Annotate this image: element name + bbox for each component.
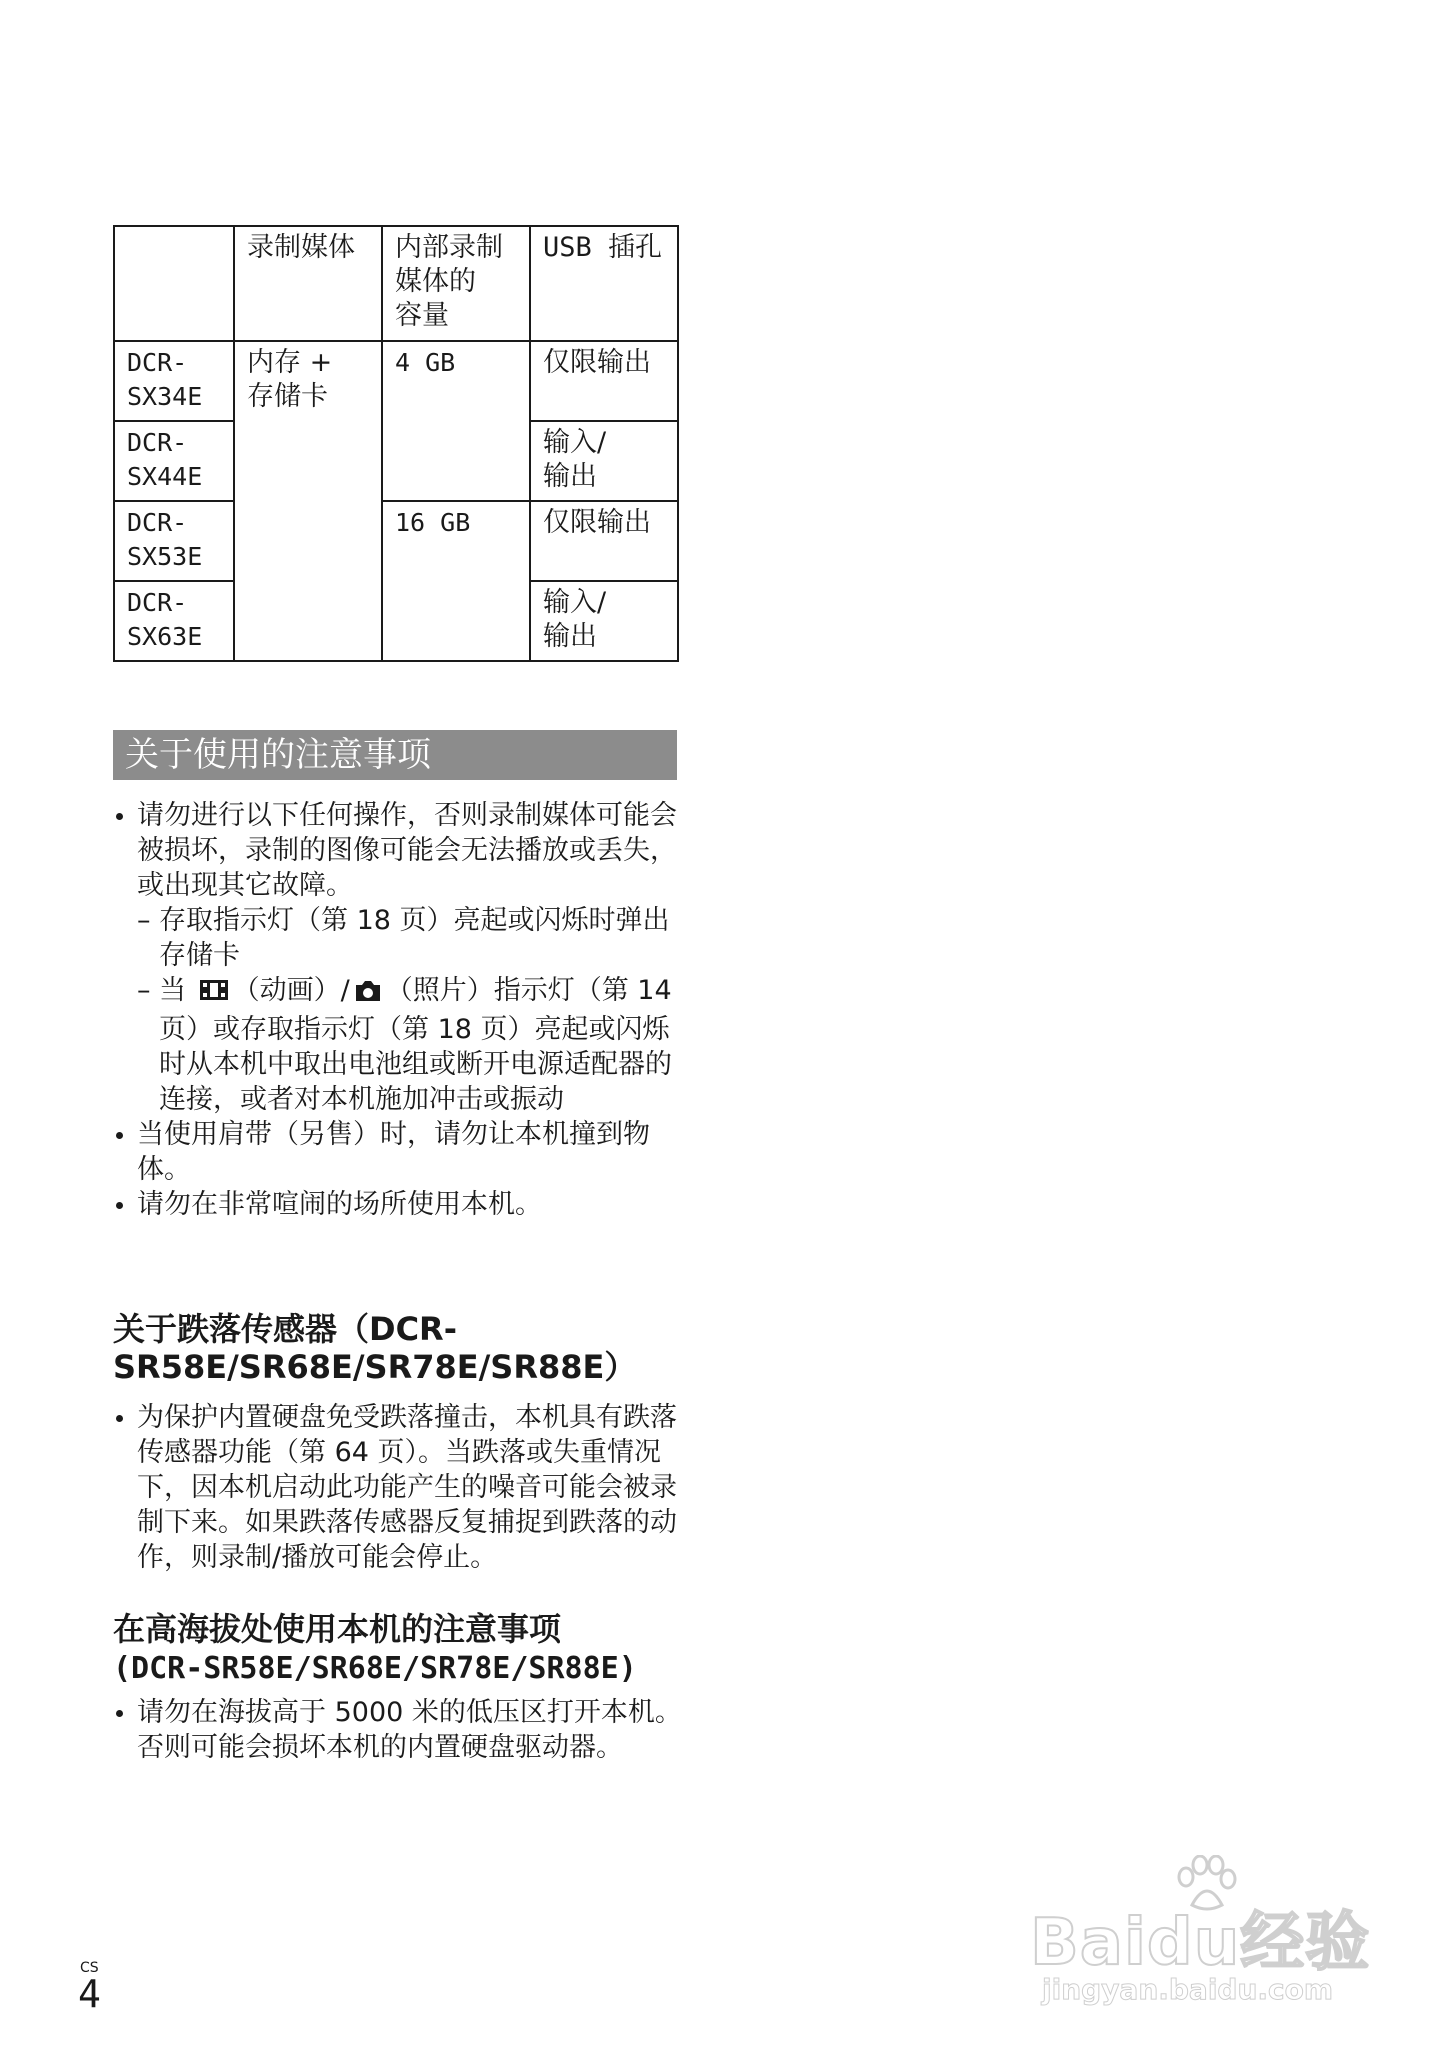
table-header-cell bbox=[114, 226, 234, 341]
dash-text-a: （动画）/ bbox=[232, 975, 350, 1006]
dash-text-b: （照片）指示灯（第 14 页）或存取指示灯（第 18 页）亮起或闪烁时从本机中取出电池组或断开电源适配器的连接，或者对本机施加冲击或振动 bbox=[159, 975, 672, 1115]
usb-cell: 仅限输出 bbox=[530, 501, 678, 581]
bullet-text: 请勿进行以下任何操作，否则录制媒体可能会被损坏，录制的图像可能会无法播放或丢失，或出现其它故障。 bbox=[137, 800, 677, 901]
table-header-cell: 内部录制 媒体的 容量 bbox=[382, 226, 530, 341]
fall-sensor-section bbox=[113, 1400, 683, 1575]
page-number: 4 bbox=[78, 1972, 101, 2016]
movie-icon bbox=[199, 977, 229, 1012]
baidu-watermark bbox=[1030, 1855, 1390, 2005]
bullet-dot bbox=[116, 1202, 123, 1209]
model-cell: DCR- SX53E bbox=[114, 501, 234, 581]
bullet-dot bbox=[116, 1415, 123, 1422]
watermark-url: jingyan.baidu.com bbox=[1042, 1973, 1334, 2006]
dash-mark: – bbox=[137, 975, 151, 1006]
bullet-text: 为保护内置硬盘免受跌落撞击，本机具有跌落传感器功能（第 64 页）。当跌落或失重情况下，因本机启动此功能产生的噪音可能会被录制下来。如果跌落传感器反复捕捉到跌落的动作，则录制/播放可能会停止。 bbox=[137, 1402, 677, 1573]
bullet-dot bbox=[116, 813, 123, 820]
bullet-text: 请勿在海拔高于 5000 米的低压区打开本机。否则可能会损坏本机的内置硬盘驱动器。 bbox=[137, 1697, 682, 1763]
table-header-row bbox=[114, 226, 678, 341]
usb-cell: 输入/ 输出 bbox=[530, 421, 678, 501]
fall-sensor-heading: 关于跌落传感器（DCR-SR58E/SR68E/SR78E/SR88E） bbox=[113, 1310, 637, 1386]
table-row bbox=[114, 341, 678, 421]
sub-list-item bbox=[113, 903, 683, 973]
usb-cell: 仅限输出 bbox=[530, 341, 678, 421]
watermark-text: Baidu经验 bbox=[1030, 1906, 1371, 1980]
list-item bbox=[113, 1400, 683, 1575]
section-banner: 关于使用的注意事项 bbox=[113, 730, 677, 780]
bullet-dot bbox=[116, 1710, 123, 1717]
list-item bbox=[113, 1695, 683, 1765]
bullet-text: 请勿在非常喧闹的场所使用本机。 bbox=[137, 1189, 542, 1220]
altitude-heading-line2: (DCR-SR58E/SR68E/SR78E/SR88E) bbox=[113, 1651, 637, 1686]
table-header-cell: USB 插孔 bbox=[530, 226, 678, 341]
altitude-section bbox=[113, 1695, 683, 1765]
list-item bbox=[113, 1117, 683, 1187]
capacity-cell: 4 GB bbox=[382, 341, 530, 501]
model-cell: DCR- SX44E bbox=[114, 421, 234, 501]
bullet-text: 当使用肩带（另售）时，请勿让本机撞到物体。 bbox=[137, 1119, 650, 1185]
list-item bbox=[113, 798, 683, 903]
dash-text: 存取指示灯（第 18 页）亮起或闪烁时弹出存储卡 bbox=[159, 905, 670, 971]
usb-cell: 输入/ 输出 bbox=[530, 581, 678, 661]
model-cell: DCR- SX63E bbox=[114, 581, 234, 661]
usage-precautions bbox=[113, 798, 683, 1222]
list-item bbox=[113, 1187, 683, 1222]
table-header-cell: 录制媒体 bbox=[234, 226, 382, 341]
spec-table bbox=[113, 225, 679, 662]
camera-icon bbox=[354, 977, 382, 1012]
altitude-heading-line1: 在高海拔处使用本机的注意事项 bbox=[113, 1610, 562, 1648]
sub-list-item bbox=[113, 973, 683, 1117]
dash-text-pre: 当 bbox=[159, 975, 186, 1006]
model-cell: DCR- SX34E bbox=[114, 341, 234, 421]
capacity-cell: 16 GB bbox=[382, 501, 530, 661]
media-cell: 内存 + 存储卡 bbox=[234, 341, 382, 661]
bullet-dot bbox=[116, 1132, 123, 1139]
altitude-heading bbox=[113, 1610, 713, 1688]
page-language-code: CS bbox=[80, 1960, 99, 1976]
dash-mark: – bbox=[137, 905, 151, 936]
table-row bbox=[114, 501, 678, 581]
